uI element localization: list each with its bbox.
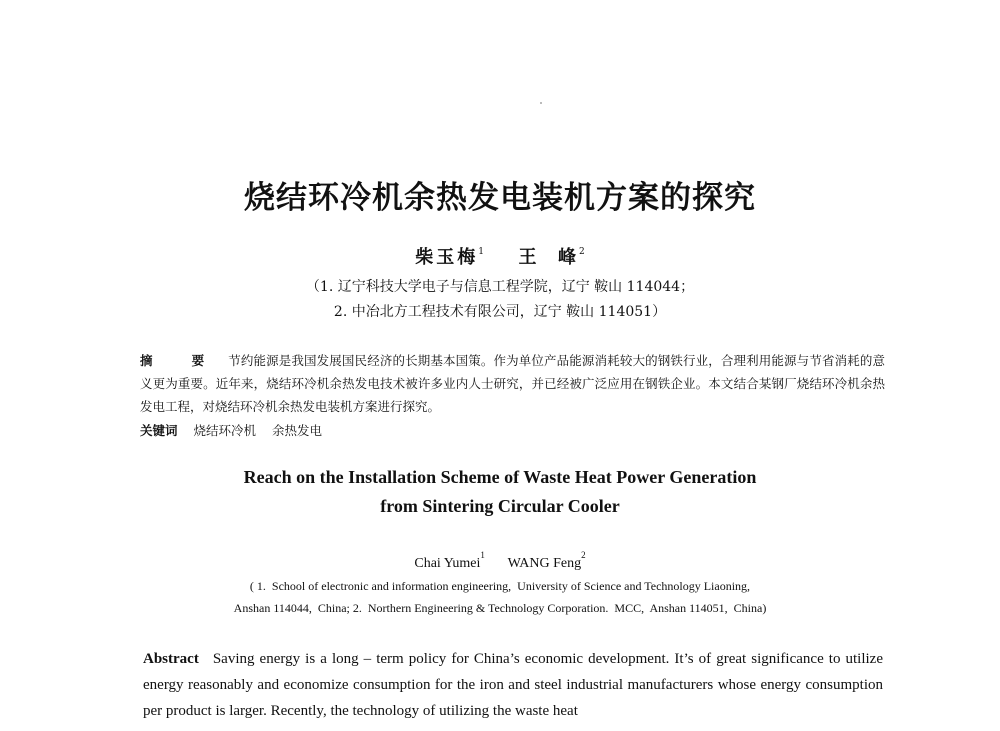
title-english-line-1: Reach on the Installation Scheme of Waste Heat Power Generation	[243, 467, 757, 487]
keywords-cn-label: 关键词	[140, 423, 178, 438]
affiliation-cn-1: （1. 辽宁科技大学电子与信息工程学院，辽宁 鞍山 114044；	[305, 279, 695, 295]
abstract-english	[143, 646, 883, 724]
authors-chinese	[0, 243, 1000, 269]
keyword-cn-2: 余热发电	[272, 423, 323, 438]
title-english-line-2: from Sintering Circular Cooler	[380, 496, 620, 516]
abstract-cn-text: 节约能源是我国发展国民经济的长期基本国策。作为单位产品能源消耗较大的钢铁行业，合理利用能源与节省消耗的意义更为重要。近年来，烧结环冷机余热发电技术被许多业内人士研究，并已经被广泛应用在钢铁企业。本文结合某钢厂烧结环冷机余热发电工程，对烧结环冷机余热发电装机方案进行探究。	[140, 353, 885, 414]
author-en-1-mark: 1	[480, 550, 485, 560]
title-chinese: 烧结环冷机余热发电装机方案的探究	[244, 180, 756, 216]
affiliation-en-1: ( 1. School of electronic and information engineering, University of Science and Technology Liaoning,	[249, 579, 751, 593]
author-en-2-mark: 2	[581, 550, 586, 560]
keyword-cn-1: 烧结环冷机	[193, 423, 257, 438]
authors-english	[0, 550, 1000, 572]
scan-speck	[540, 102, 542, 104]
author-en-1: Chai Yumei	[414, 556, 481, 571]
abstract-en-label: Abstract	[143, 651, 199, 667]
author-en-2: WANG Feng	[507, 556, 582, 571]
author-cn-1-mark: 1	[478, 247, 484, 257]
affiliation-en-2: Anshan 114044, China; 2. Northern Engineering & Technology Corporation. MCC, Anshan 114051, China)	[233, 601, 767, 615]
author-cn-2: 王 峰	[518, 247, 580, 268]
author-cn-2-mark: 2	[579, 247, 585, 257]
author-cn-1: 柴玉梅	[415, 247, 479, 268]
abstract-cn-label: 摘 要	[140, 353, 215, 368]
abstract-chinese	[140, 349, 885, 418]
keywords-chinese	[140, 421, 885, 439]
affiliation-cn-2: 2. 中冶北方工程技术有限公司，辽宁 鞍山 114051）	[333, 304, 667, 320]
abstract-en-text: Saving energy is a long – term policy for China’s economic development. It’s of great significance to utilize energy reasonably and economize consumption for the iron and steel industrial manufacturers whose energy consumption per product is larger. Recently, the technology of utilizing the waste heat	[143, 651, 883, 719]
